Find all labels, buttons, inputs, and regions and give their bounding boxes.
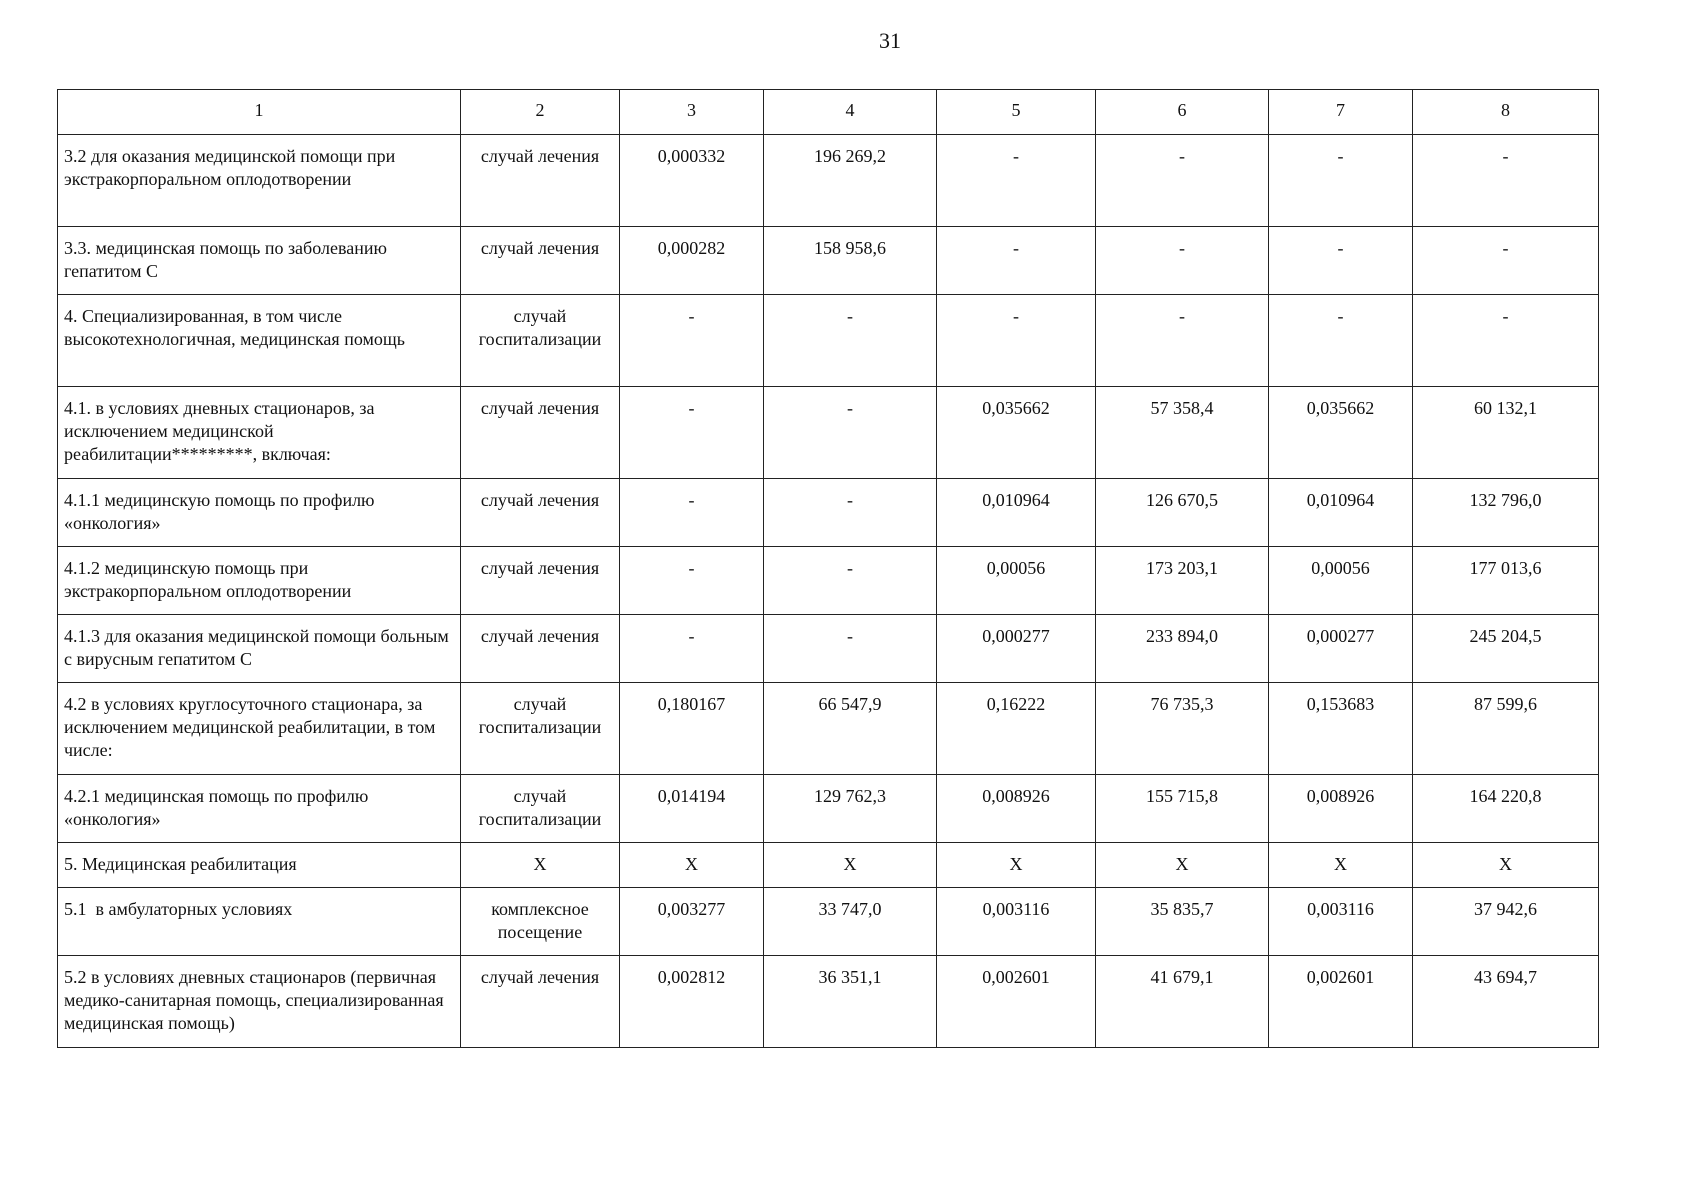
unit-cell: случай лечения bbox=[461, 615, 620, 683]
value-cell: 158 958,6 bbox=[764, 227, 937, 295]
unit-cell: случай лечения bbox=[461, 479, 620, 547]
data-table bbox=[57, 89, 1599, 1048]
value-cell: 233 894,0 bbox=[1096, 615, 1269, 683]
value-cell: - bbox=[1413, 227, 1599, 295]
value-cell: 0,00056 bbox=[1269, 547, 1413, 615]
row-label-cell: 4.2.1 медицинская помощь по профилю «онкология» bbox=[58, 775, 461, 843]
column-header: 4 bbox=[764, 90, 937, 135]
column-header: 2 bbox=[461, 90, 620, 135]
page-number: 31 bbox=[879, 28, 901, 53]
value-cell: 36 351,1 bbox=[764, 956, 937, 1048]
column-header: 7 bbox=[1269, 90, 1413, 135]
value-cell: 0,153683 bbox=[1269, 683, 1413, 775]
value-cell: 173 203,1 bbox=[1096, 547, 1269, 615]
value-cell: Х bbox=[620, 843, 764, 888]
value-cell: 41 679,1 bbox=[1096, 956, 1269, 1048]
value-cell: - bbox=[764, 295, 937, 387]
value-cell: 132 796,0 bbox=[1413, 479, 1599, 547]
value-cell: 196 269,2 bbox=[764, 135, 937, 227]
unit-cell: случай лечения bbox=[461, 956, 620, 1048]
table-row bbox=[58, 547, 1599, 615]
value-cell: 0,000332 bbox=[620, 135, 764, 227]
column-header: 3 bbox=[620, 90, 764, 135]
column-header: 5 bbox=[937, 90, 1096, 135]
value-cell: 155 715,8 bbox=[1096, 775, 1269, 843]
value-cell: - bbox=[1269, 295, 1413, 387]
header-row bbox=[58, 90, 1599, 135]
value-cell: Х bbox=[764, 843, 937, 888]
value-cell: - bbox=[1269, 135, 1413, 227]
value-cell: - bbox=[764, 479, 937, 547]
value-cell: 43 694,7 bbox=[1413, 956, 1599, 1048]
value-cell: 126 670,5 bbox=[1096, 479, 1269, 547]
unit-cell: Х bbox=[461, 843, 620, 888]
column-header: 6 bbox=[1096, 90, 1269, 135]
value-cell: 37 942,6 bbox=[1413, 888, 1599, 956]
unit-cell: случай госпитализации bbox=[461, 775, 620, 843]
table-row bbox=[58, 227, 1599, 295]
unit-cell: случай госпитализации bbox=[461, 683, 620, 775]
value-cell: - bbox=[764, 615, 937, 683]
value-cell: 0,003116 bbox=[937, 888, 1096, 956]
table-row bbox=[58, 956, 1599, 1048]
value-cell: 0,002601 bbox=[1269, 956, 1413, 1048]
value-cell: - bbox=[620, 615, 764, 683]
unit-cell: случай лечения bbox=[461, 227, 620, 295]
unit-cell: случай госпитализации bbox=[461, 295, 620, 387]
value-cell: - bbox=[620, 547, 764, 615]
value-cell: 0,16222 bbox=[937, 683, 1096, 775]
value-cell: 129 762,3 bbox=[764, 775, 937, 843]
value-cell: - bbox=[764, 387, 937, 479]
row-label-cell: 4.1.3 для оказания медицинской помощи больным с вирусным гепатитом С bbox=[58, 615, 461, 683]
value-cell: - bbox=[1413, 135, 1599, 227]
value-cell: - bbox=[620, 387, 764, 479]
value-cell: 87 599,6 bbox=[1413, 683, 1599, 775]
value-cell: - bbox=[764, 547, 937, 615]
value-cell: - bbox=[620, 479, 764, 547]
row-label-cell: 4.1. в условиях дневных стационаров, за исключением медицинской реабилитации*********, включая: bbox=[58, 387, 461, 479]
table-row bbox=[58, 843, 1599, 888]
value-cell: 164 220,8 bbox=[1413, 775, 1599, 843]
value-cell: 0,00056 bbox=[937, 547, 1096, 615]
value-cell: 66 547,9 bbox=[764, 683, 937, 775]
value-cell: 0,010964 bbox=[1269, 479, 1413, 547]
value-cell: 0,002601 bbox=[937, 956, 1096, 1048]
row-label-cell: 4.1.2 медицинскую помощь при экстракорпоральном оплодотворении bbox=[58, 547, 461, 615]
table-row bbox=[58, 615, 1599, 683]
row-label-cell: 5.2 в условиях дневных стационаров (первичная медико-санитарная помощь, специализированная медицинская помощь) bbox=[58, 956, 461, 1048]
value-cell: Х bbox=[1096, 843, 1269, 888]
table-row bbox=[58, 888, 1599, 956]
value-cell: 0,002812 bbox=[620, 956, 764, 1048]
row-label-cell: 4. Специализированная, в том числе высокотехнологичная, медицинская помощь bbox=[58, 295, 461, 387]
table-row bbox=[58, 683, 1599, 775]
table-row bbox=[58, 295, 1599, 387]
value-cell: 0,003277 bbox=[620, 888, 764, 956]
value-cell: 0,000277 bbox=[1269, 615, 1413, 683]
value-cell: - bbox=[937, 227, 1096, 295]
value-cell: - bbox=[1096, 135, 1269, 227]
unit-cell: комплексное посещение bbox=[461, 888, 620, 956]
value-cell: 33 747,0 bbox=[764, 888, 937, 956]
value-cell: 0,003116 bbox=[1269, 888, 1413, 956]
value-cell: 0,010964 bbox=[937, 479, 1096, 547]
column-header: 1 bbox=[58, 90, 461, 135]
value-cell: - bbox=[1096, 227, 1269, 295]
value-cell: Х bbox=[937, 843, 1096, 888]
value-cell: 0,000277 bbox=[937, 615, 1096, 683]
unit-cell: случай лечения bbox=[461, 135, 620, 227]
value-cell: - bbox=[1269, 227, 1413, 295]
value-cell: 0,014194 bbox=[620, 775, 764, 843]
value-cell: 177 013,6 bbox=[1413, 547, 1599, 615]
table-row bbox=[58, 479, 1599, 547]
value-cell: 0,180167 bbox=[620, 683, 764, 775]
value-cell: - bbox=[937, 295, 1096, 387]
row-label-cell: 5. Медицинская реабилитация bbox=[58, 843, 461, 888]
table-row bbox=[58, 135, 1599, 227]
row-label-cell: 3.2 для оказания медицинской помощи при экстракорпоральном оплодотворении bbox=[58, 135, 461, 227]
row-label-cell: 5.1 в амбулаторных условиях bbox=[58, 888, 461, 956]
value-cell: 0,008926 bbox=[1269, 775, 1413, 843]
unit-cell: случай лечения bbox=[461, 547, 620, 615]
table-row bbox=[58, 387, 1599, 479]
value-cell: Х bbox=[1413, 843, 1599, 888]
unit-cell: случай лечения bbox=[461, 387, 620, 479]
value-cell: 0,008926 bbox=[937, 775, 1096, 843]
value-cell: 0,035662 bbox=[1269, 387, 1413, 479]
column-header: 8 bbox=[1413, 90, 1599, 135]
table-row bbox=[58, 775, 1599, 843]
value-cell: - bbox=[620, 295, 764, 387]
value-cell: 60 132,1 bbox=[1413, 387, 1599, 479]
row-label-cell: 4.1.1 медицинскую помощь по профилю «онкология» bbox=[58, 479, 461, 547]
value-cell: - bbox=[1096, 295, 1269, 387]
row-label-cell: 4.2 в условиях круглосуточного стационара, за исключением медицинской реабилитации, в том числе: bbox=[58, 683, 461, 775]
value-cell: 245 204,5 bbox=[1413, 615, 1599, 683]
value-cell: - bbox=[1413, 295, 1599, 387]
value-cell: - bbox=[937, 135, 1096, 227]
row-label-cell: 3.3. медицинская помощь по заболеванию гепатитом С bbox=[58, 227, 461, 295]
value-cell: Х bbox=[1269, 843, 1413, 888]
value-cell: 35 835,7 bbox=[1096, 888, 1269, 956]
value-cell: 57 358,4 bbox=[1096, 387, 1269, 479]
value-cell: 0,000282 bbox=[620, 227, 764, 295]
value-cell: 76 735,3 bbox=[1096, 683, 1269, 775]
value-cell: 0,035662 bbox=[937, 387, 1096, 479]
